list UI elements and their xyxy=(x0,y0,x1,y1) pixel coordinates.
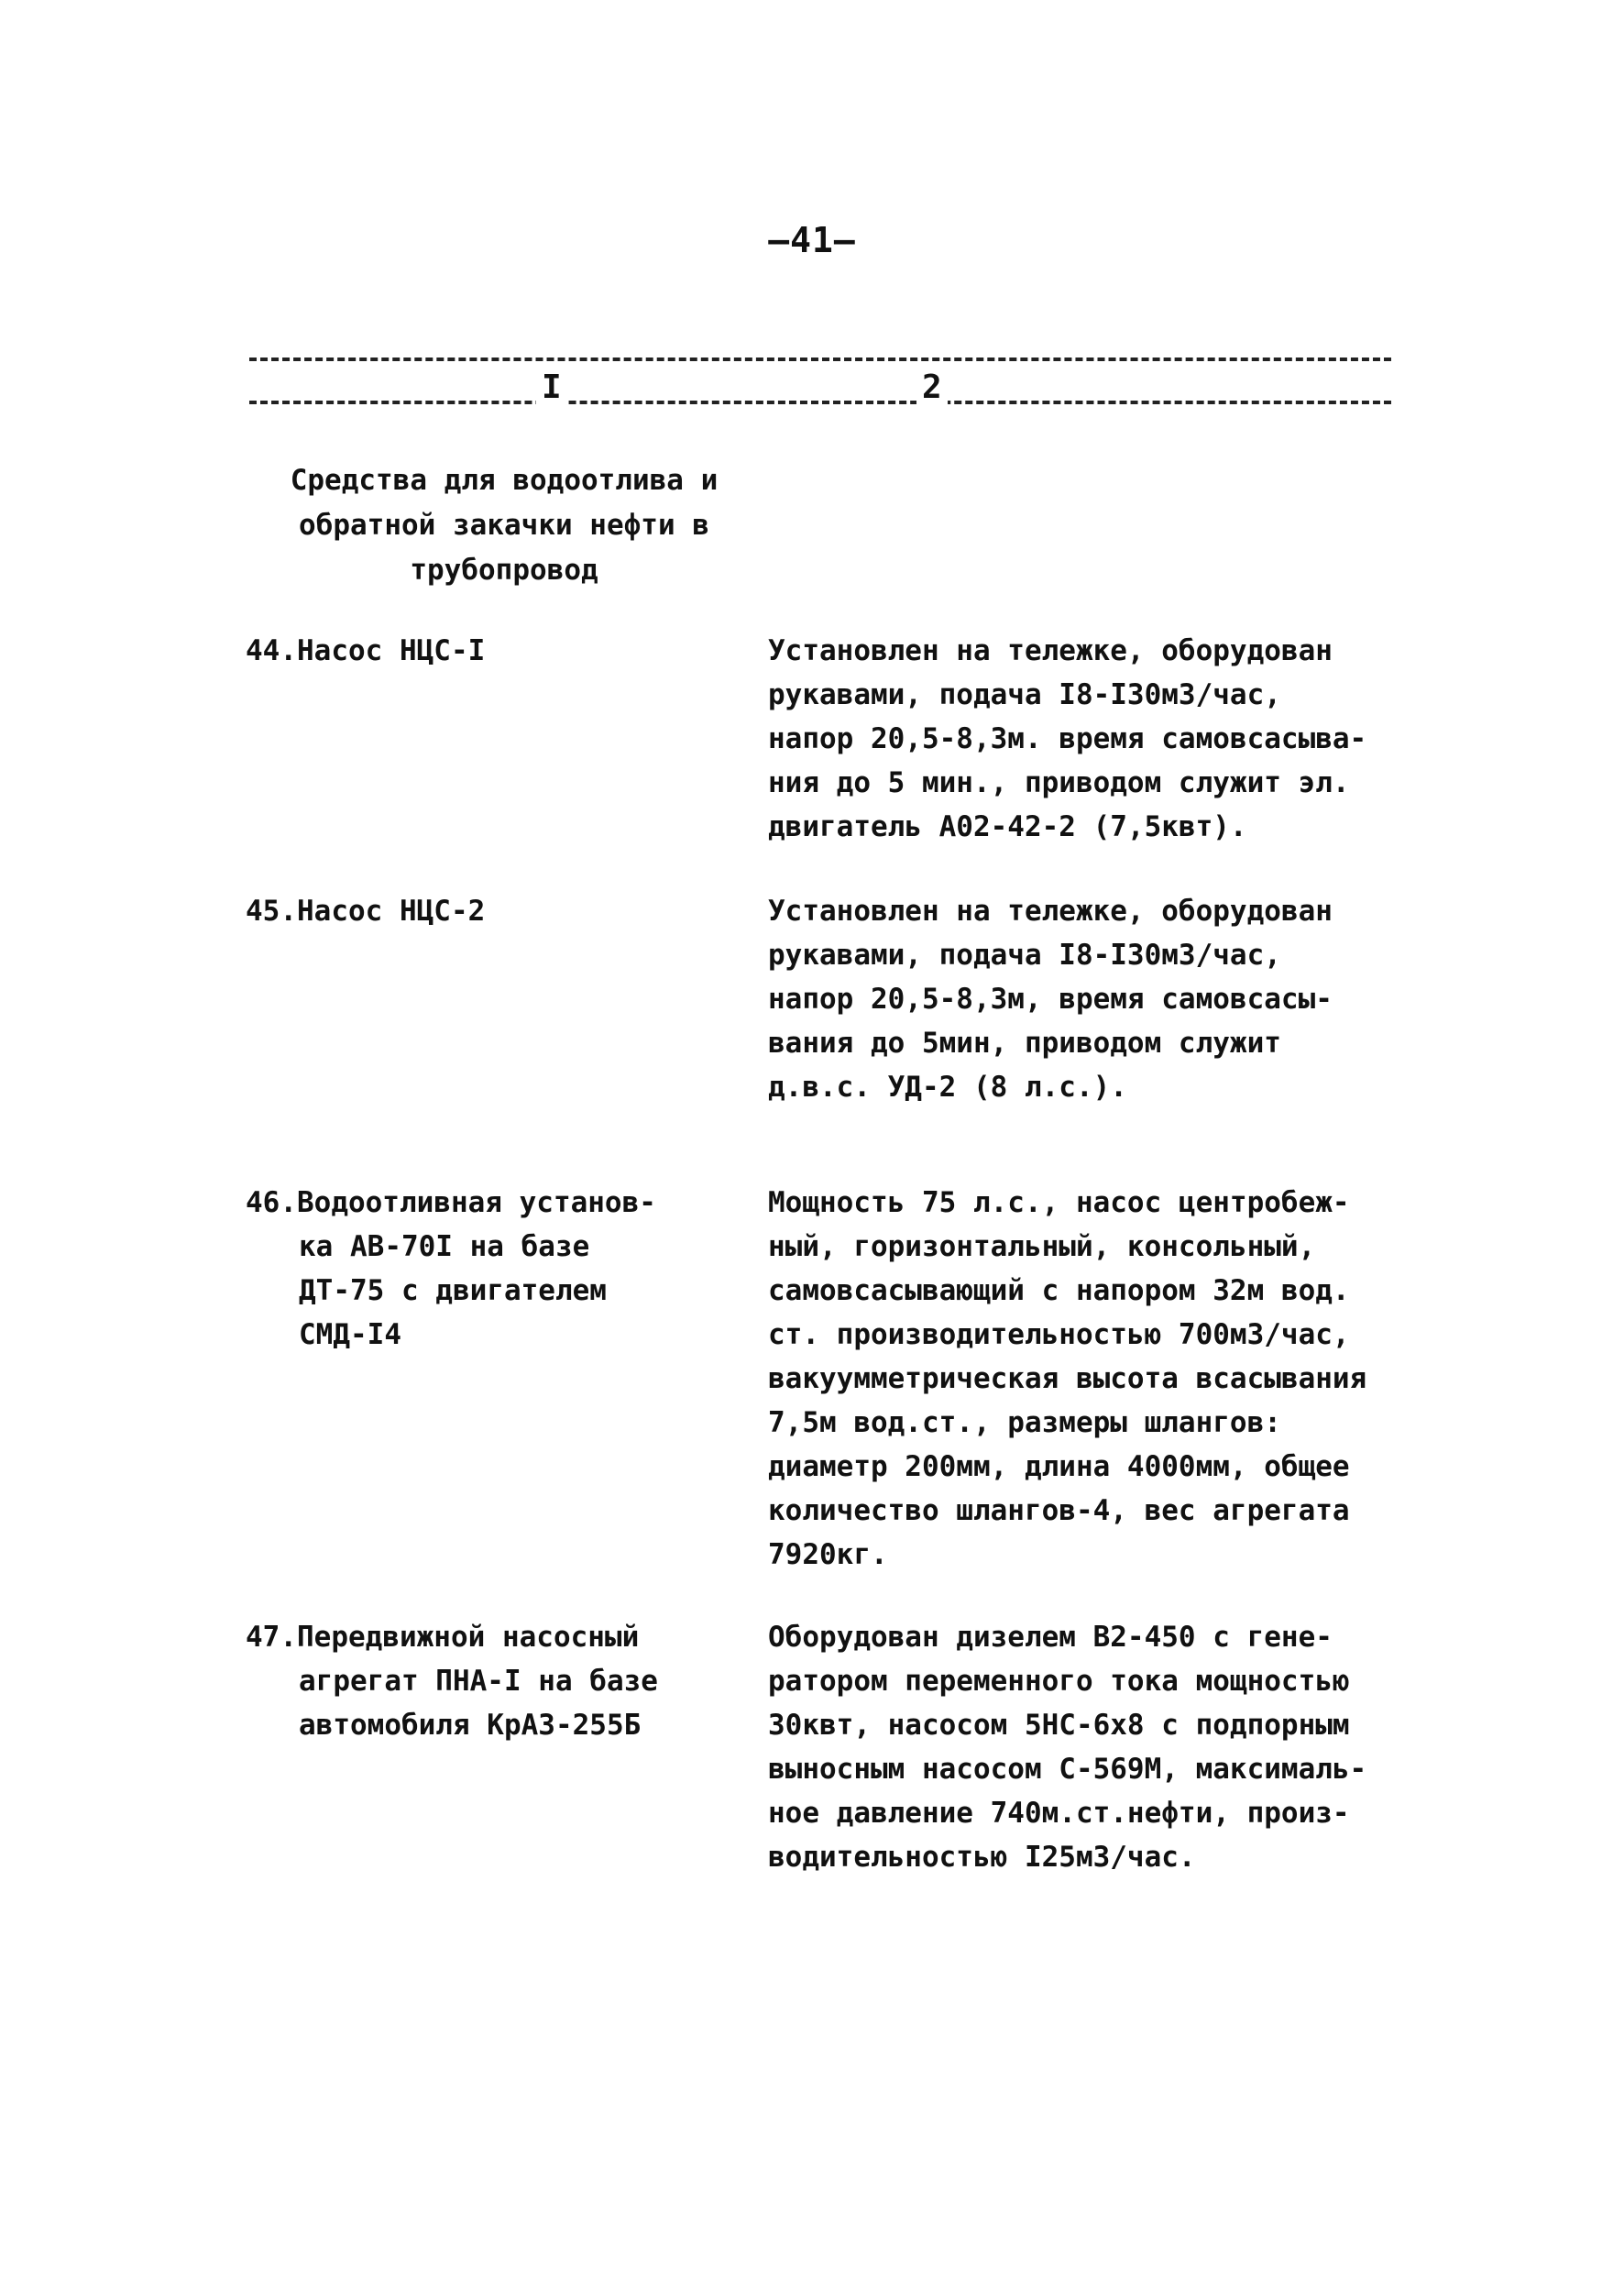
item-name-line: 44.Насос НЦС-I xyxy=(246,634,486,667)
item-description-line: рукавами, подача I8-I30м3/час, xyxy=(768,939,1281,972)
item-description-line: двигатель А02-42-2 (7,5квт). xyxy=(768,810,1247,843)
item-45-name xyxy=(246,889,704,933)
item-47-description xyxy=(768,1615,1410,1879)
item-name-line: 46.Водоотливная установ- xyxy=(246,1186,656,1219)
section-heading xyxy=(266,458,742,593)
item-description-line: количество шлангов-4, вес агрегата xyxy=(768,1494,1350,1527)
column-number-2: 2 xyxy=(916,371,948,404)
item-description-line: напор 20,5-8,3м, время самовсасы- xyxy=(768,983,1333,1016)
item-description-line: рукавами, подача I8-I30м3/час, xyxy=(768,678,1281,711)
item-description-line: водительностью I25м3/час. xyxy=(768,1841,1196,1874)
item-46-name xyxy=(246,1181,704,1357)
column-number-1: I xyxy=(536,371,567,404)
item-description-line: ратором переменного тока мощностью xyxy=(768,1665,1350,1698)
item-47-name xyxy=(246,1615,704,1747)
table-header-top-rule xyxy=(249,358,1391,361)
table-header-bottom-rule xyxy=(249,401,1391,404)
item-description-line: Установлен на тележке, оборудован xyxy=(768,634,1333,667)
item-description-line: вакуумметрическая высота всасывания xyxy=(768,1362,1367,1395)
section-heading-line: Средства для водоотлива и xyxy=(290,464,719,497)
item-name-line: ка АВ-70I на базе xyxy=(299,1230,590,1263)
section-heading-line: трубопровод xyxy=(410,554,598,587)
item-description-line: 7,5м вод.ст., размеры шлангов: xyxy=(768,1406,1281,1439)
item-description-line: д.в.с. УД-2 (8 л.с.). xyxy=(768,1071,1127,1104)
item-description-line: выносным насосом С-569М, максималь- xyxy=(768,1753,1367,1786)
section-heading-line: обратной закачки нефти в xyxy=(299,509,709,542)
item-description-line: вания до 5мин, приводом служит xyxy=(768,1027,1281,1060)
item-description-line: Установлен на тележке, оборудован xyxy=(768,895,1333,928)
item-name-line: 45.Насос НЦС-2 xyxy=(246,895,486,928)
item-description-line: Оборудован дизелем В2-450 с гене- xyxy=(768,1621,1333,1654)
item-description-line: Мощность 75 л.с., насос центробеж- xyxy=(768,1186,1350,1219)
item-44-name xyxy=(246,629,704,673)
page-number: —41— xyxy=(768,220,856,260)
item-name-line: ДТ-75 с двигателем xyxy=(299,1274,607,1307)
item-44-description xyxy=(768,629,1410,849)
item-46-description xyxy=(768,1181,1410,1577)
item-description-line: самовсасывающий с напором 32м вод. xyxy=(768,1274,1350,1307)
item-description-line: диаметр 200мм, длина 4000мм, общее xyxy=(768,1450,1350,1483)
item-name-line: автомобиля КрАЗ-255Б xyxy=(299,1709,642,1742)
item-45-description xyxy=(768,889,1410,1109)
item-description-line: ное давление 740м.ст.нефти, произ- xyxy=(768,1797,1350,1830)
item-name-line: 47.Передвижной насосный xyxy=(246,1621,640,1654)
item-description-line: ный, горизонтальный, консольный, xyxy=(768,1230,1316,1263)
item-description-line: ст. производительностью 700м3/час, xyxy=(768,1318,1350,1351)
item-description-line: напор 20,5-8,3м. время самовсасыва- xyxy=(768,722,1367,755)
item-description-line: 30квт, насосом 5НС-6х8 с подпорным xyxy=(768,1709,1350,1742)
item-name-line: агрегат ПНА-I на базе xyxy=(299,1665,658,1698)
item-description-line: ния до 5 мин., приводом служит эл. xyxy=(768,766,1350,799)
item-name-line: СМД-I4 xyxy=(299,1318,401,1351)
item-description-line: 7920кг. xyxy=(768,1538,888,1571)
